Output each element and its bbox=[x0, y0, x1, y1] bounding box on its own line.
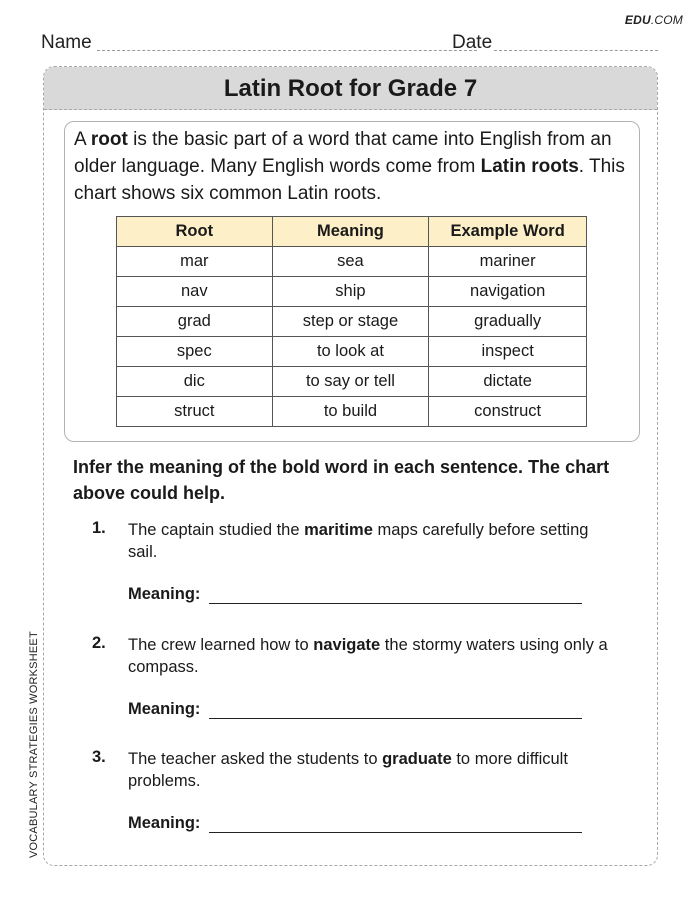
table-cell: mariner bbox=[429, 247, 587, 277]
table-cell: ship bbox=[272, 277, 429, 307]
table-cell: to build bbox=[272, 397, 429, 427]
meaning-label: Meaning: bbox=[128, 814, 201, 832]
column-header-example: Example Word bbox=[429, 217, 587, 247]
table-row bbox=[117, 307, 587, 337]
table-cell: grad bbox=[117, 307, 273, 337]
latin-roots-table bbox=[116, 216, 587, 427]
question-text: The teacher asked the students to graduate to more difficult problems. bbox=[128, 750, 568, 790]
table-row bbox=[117, 277, 587, 307]
table-cell: spec bbox=[117, 337, 273, 367]
table-cell: dictate bbox=[429, 367, 587, 397]
table-row bbox=[117, 337, 587, 367]
table-row bbox=[117, 367, 587, 397]
table-row bbox=[117, 397, 587, 427]
table-cell: mar bbox=[117, 247, 273, 277]
info-box bbox=[64, 121, 640, 442]
meaning-answer-line[interactable] bbox=[209, 718, 582, 719]
table-cell: step or stage bbox=[272, 307, 429, 337]
table-header-row bbox=[117, 217, 587, 247]
page-title: Latin Root for Grade 7 bbox=[44, 67, 657, 110]
meaning-answer-line[interactable] bbox=[209, 603, 582, 604]
table-cell: construct bbox=[429, 397, 587, 427]
question-text: The crew learned how to navigate the stormy waters using only a compass. bbox=[128, 636, 608, 676]
question-number: 2. bbox=[92, 634, 106, 652]
bold-word: navigate bbox=[313, 636, 381, 654]
intro-paragraph: A root is the basic part of a word that came into English from an older language. Many English words come from Latin roots. This chart shows six common Latin roots. bbox=[74, 129, 625, 204]
question-text: The captain studied the maritime maps carefully before setting sail. bbox=[128, 521, 589, 561]
question-number: 3. bbox=[92, 748, 106, 766]
table-row bbox=[117, 247, 587, 277]
bold-word: graduate bbox=[382, 750, 452, 768]
table-cell: struct bbox=[117, 397, 273, 427]
name-blank[interactable] bbox=[97, 50, 477, 51]
table-cell: to look at bbox=[272, 337, 429, 367]
question-number: 1. bbox=[92, 519, 106, 537]
column-header-root: Root bbox=[117, 217, 273, 247]
term-latin-roots: Latin roots bbox=[480, 156, 579, 177]
date-label: Date bbox=[452, 32, 493, 53]
edu-logo: EDU.COM bbox=[624, 13, 683, 27]
table-cell: nav bbox=[117, 277, 273, 307]
bold-word: maritime bbox=[304, 521, 373, 539]
date-blank[interactable] bbox=[494, 50, 658, 51]
worksheet-card bbox=[43, 66, 658, 866]
meaning-answer-line[interactable] bbox=[209, 832, 582, 833]
table-cell: inspect bbox=[429, 337, 587, 367]
table-cell: navigation bbox=[429, 277, 587, 307]
meaning-label: Meaning: bbox=[128, 700, 201, 718]
name-date-line bbox=[41, 32, 658, 54]
name-label: Name bbox=[41, 32, 92, 53]
term-root: root bbox=[90, 129, 128, 150]
table-cell: to say or tell bbox=[272, 367, 429, 397]
table-cell: dic bbox=[117, 367, 273, 397]
table-cell: gradually bbox=[429, 307, 587, 337]
column-header-meaning: Meaning bbox=[272, 217, 429, 247]
instructions: Infer the meaning of the bold word in each sentence. The chart above could help. bbox=[73, 457, 610, 503]
side-label: VOCABULARY STRATEGIES WORKSHEET bbox=[28, 631, 40, 858]
table-cell: sea bbox=[272, 247, 429, 277]
meaning-label: Meaning: bbox=[128, 585, 201, 603]
